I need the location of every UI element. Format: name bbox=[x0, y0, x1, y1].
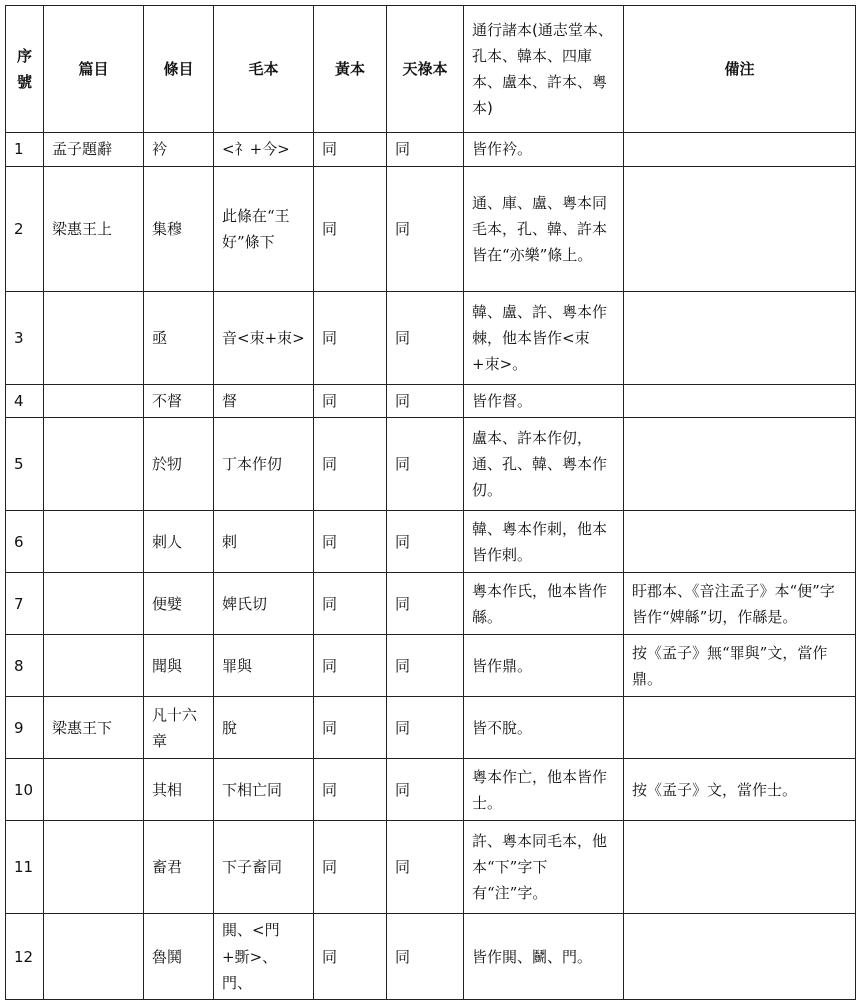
table-row bbox=[6, 635, 856, 697]
cell-chapter bbox=[44, 292, 144, 385]
cell-seq: 10 bbox=[6, 759, 44, 821]
cell-huang: 同 bbox=[314, 167, 387, 292]
cell-others: 韓、粵本作刺，他本皆作剌。 bbox=[464, 511, 624, 573]
cell-notes bbox=[624, 385, 856, 418]
cell-notes bbox=[624, 821, 856, 914]
cell-mao: 丁本作仞 bbox=[214, 418, 314, 511]
cell-tianlu: 同 bbox=[387, 418, 464, 511]
table-header bbox=[6, 6, 856, 133]
cell-others: 通、庫、盧、粵本同毛本，孔、韓、許本皆在“亦樂”條上。 bbox=[464, 167, 624, 292]
cell-seq: 7 bbox=[6, 573, 44, 635]
cell-entry: 衿 bbox=[144, 133, 214, 167]
cell-chapter: 孟子題辭 bbox=[44, 133, 144, 167]
cell-seq: 3 bbox=[6, 292, 44, 385]
cell-chapter bbox=[44, 385, 144, 418]
header-row bbox=[6, 6, 856, 133]
cell-huang: 同 bbox=[314, 914, 387, 1000]
table-row bbox=[6, 292, 856, 385]
cell-chapter bbox=[44, 511, 144, 573]
cell-mao: 剌 bbox=[214, 511, 314, 573]
cell-mao: 下相亡同 bbox=[214, 759, 314, 821]
cell-mao: 罪與 bbox=[214, 635, 314, 697]
cell-others: 粵本作氏，他本皆作緜。 bbox=[464, 573, 624, 635]
cell-tianlu: 同 bbox=[387, 385, 464, 418]
cell-entry: 聞與 bbox=[144, 635, 214, 697]
cell-seq: 12 bbox=[6, 914, 44, 1000]
cell-entry: 凡十六章 bbox=[144, 697, 214, 759]
cell-entry: 於牣 bbox=[144, 418, 214, 511]
cell-chapter bbox=[44, 635, 144, 697]
header-chapter: 篇目 bbox=[44, 6, 144, 133]
cell-seq: 2 bbox=[6, 167, 44, 292]
cell-seq: 6 bbox=[6, 511, 44, 573]
cell-huang: 同 bbox=[314, 759, 387, 821]
cell-others: 盧本、許本作仞，通、孔、韓、粵本作仞。 bbox=[464, 418, 624, 511]
cell-entry: 畜君 bbox=[144, 821, 214, 914]
cell-others: 許、粵本同毛本，他本“下”字下有“注”字。 bbox=[464, 821, 624, 914]
cell-others: 皆作閧、鬭、門。 bbox=[464, 914, 624, 1000]
cell-tianlu: 同 bbox=[387, 697, 464, 759]
cell-notes bbox=[624, 418, 856, 511]
cell-huang: 同 bbox=[314, 133, 387, 167]
cell-tianlu: 同 bbox=[387, 573, 464, 635]
cell-seq: 4 bbox=[6, 385, 44, 418]
cell-tianlu: 同 bbox=[387, 292, 464, 385]
cell-huang: 同 bbox=[314, 292, 387, 385]
header-mao: 毛本 bbox=[214, 6, 314, 133]
cell-tianlu: 同 bbox=[387, 759, 464, 821]
cell-seq: 5 bbox=[6, 418, 44, 511]
header-others: 通行諸本(通志堂本、孔本、韓本、四庫本、盧本、許本、粵本) bbox=[464, 6, 624, 133]
cell-notes bbox=[624, 292, 856, 385]
cell-notes bbox=[624, 914, 856, 1000]
cell-huang: 同 bbox=[314, 635, 387, 697]
table-row bbox=[6, 133, 856, 167]
cell-entry: 魯鬨 bbox=[144, 914, 214, 1000]
cell-tianlu: 同 bbox=[387, 133, 464, 167]
cell-notes: 按《孟子》文，當作士。 bbox=[624, 759, 856, 821]
cell-others: 皆作督。 bbox=[464, 385, 624, 418]
cell-mao: 婢氏切 bbox=[214, 573, 314, 635]
table-row bbox=[6, 167, 856, 292]
header-entry: 條目 bbox=[144, 6, 214, 133]
cell-entry: 不督 bbox=[144, 385, 214, 418]
cell-mao: 此條在“王好”條下 bbox=[214, 167, 314, 292]
cell-notes bbox=[624, 697, 856, 759]
cell-others: 皆不脫。 bbox=[464, 697, 624, 759]
collation-table bbox=[5, 5, 856, 1000]
cell-notes bbox=[624, 133, 856, 167]
header-seq: 序號 bbox=[6, 6, 44, 133]
table-row bbox=[6, 697, 856, 759]
cell-chapter bbox=[44, 573, 144, 635]
header-notes: 備注 bbox=[624, 6, 856, 133]
cell-mao: 下子畜同 bbox=[214, 821, 314, 914]
cell-mao: 脫 bbox=[214, 697, 314, 759]
cell-mao: 音<朿+朿> bbox=[214, 292, 314, 385]
cell-tianlu: 同 bbox=[387, 167, 464, 292]
cell-entry: 亟 bbox=[144, 292, 214, 385]
cell-seq: 8 bbox=[6, 635, 44, 697]
cell-huang: 同 bbox=[314, 511, 387, 573]
cell-tianlu: 同 bbox=[387, 914, 464, 1000]
cell-huang: 同 bbox=[314, 418, 387, 511]
cell-entry: 刺人 bbox=[144, 511, 214, 573]
cell-seq: 11 bbox=[6, 821, 44, 914]
cell-huang: 同 bbox=[314, 697, 387, 759]
cell-others: 韓、盧、許、粵本作棘，他本皆作<朿+朿>。 bbox=[464, 292, 624, 385]
cell-notes bbox=[624, 511, 856, 573]
cell-entry: 便嬖 bbox=[144, 573, 214, 635]
table-row bbox=[6, 914, 856, 1000]
cell-huang: 同 bbox=[314, 821, 387, 914]
cell-tianlu: 同 bbox=[387, 821, 464, 914]
table-row bbox=[6, 385, 856, 418]
table-row bbox=[6, 821, 856, 914]
cell-chapter: 梁惠王下 bbox=[44, 697, 144, 759]
cell-huang: 同 bbox=[314, 385, 387, 418]
cell-entry: 其相 bbox=[144, 759, 214, 821]
cell-others: 皆作鼎。 bbox=[464, 635, 624, 697]
table-row bbox=[6, 759, 856, 821]
table-row bbox=[6, 418, 856, 511]
cell-entry: 集穆 bbox=[144, 167, 214, 292]
table-row bbox=[6, 511, 856, 573]
cell-mao: 督 bbox=[214, 385, 314, 418]
cell-tianlu: 同 bbox=[387, 511, 464, 573]
table-row bbox=[6, 573, 856, 635]
cell-chapter bbox=[44, 759, 144, 821]
cell-notes: 盱郡本、《音注孟子》本“便”字皆作“婢緜”切，作緜是。 bbox=[624, 573, 856, 635]
cell-mao: 閧、<門+斲>、門、 bbox=[214, 914, 314, 1000]
cell-notes: 按《孟子》無“罪與”文，當作鼎。 bbox=[624, 635, 856, 697]
cell-seq: 9 bbox=[6, 697, 44, 759]
header-tianlu: 天祿本 bbox=[387, 6, 464, 133]
cell-notes bbox=[624, 167, 856, 292]
cell-chapter bbox=[44, 821, 144, 914]
cell-seq: 1 bbox=[6, 133, 44, 167]
table-body bbox=[6, 133, 856, 1000]
cell-others: 粵本作亡，他本皆作士。 bbox=[464, 759, 624, 821]
cell-others: 皆作衿。 bbox=[464, 133, 624, 167]
cell-chapter bbox=[44, 418, 144, 511]
header-huang: 黃本 bbox=[314, 6, 387, 133]
cell-huang: 同 bbox=[314, 573, 387, 635]
cell-tianlu: 同 bbox=[387, 635, 464, 697]
cell-chapter: 梁惠王上 bbox=[44, 167, 144, 292]
cell-chapter bbox=[44, 914, 144, 1000]
cell-mao: <礻+今> bbox=[214, 133, 314, 167]
